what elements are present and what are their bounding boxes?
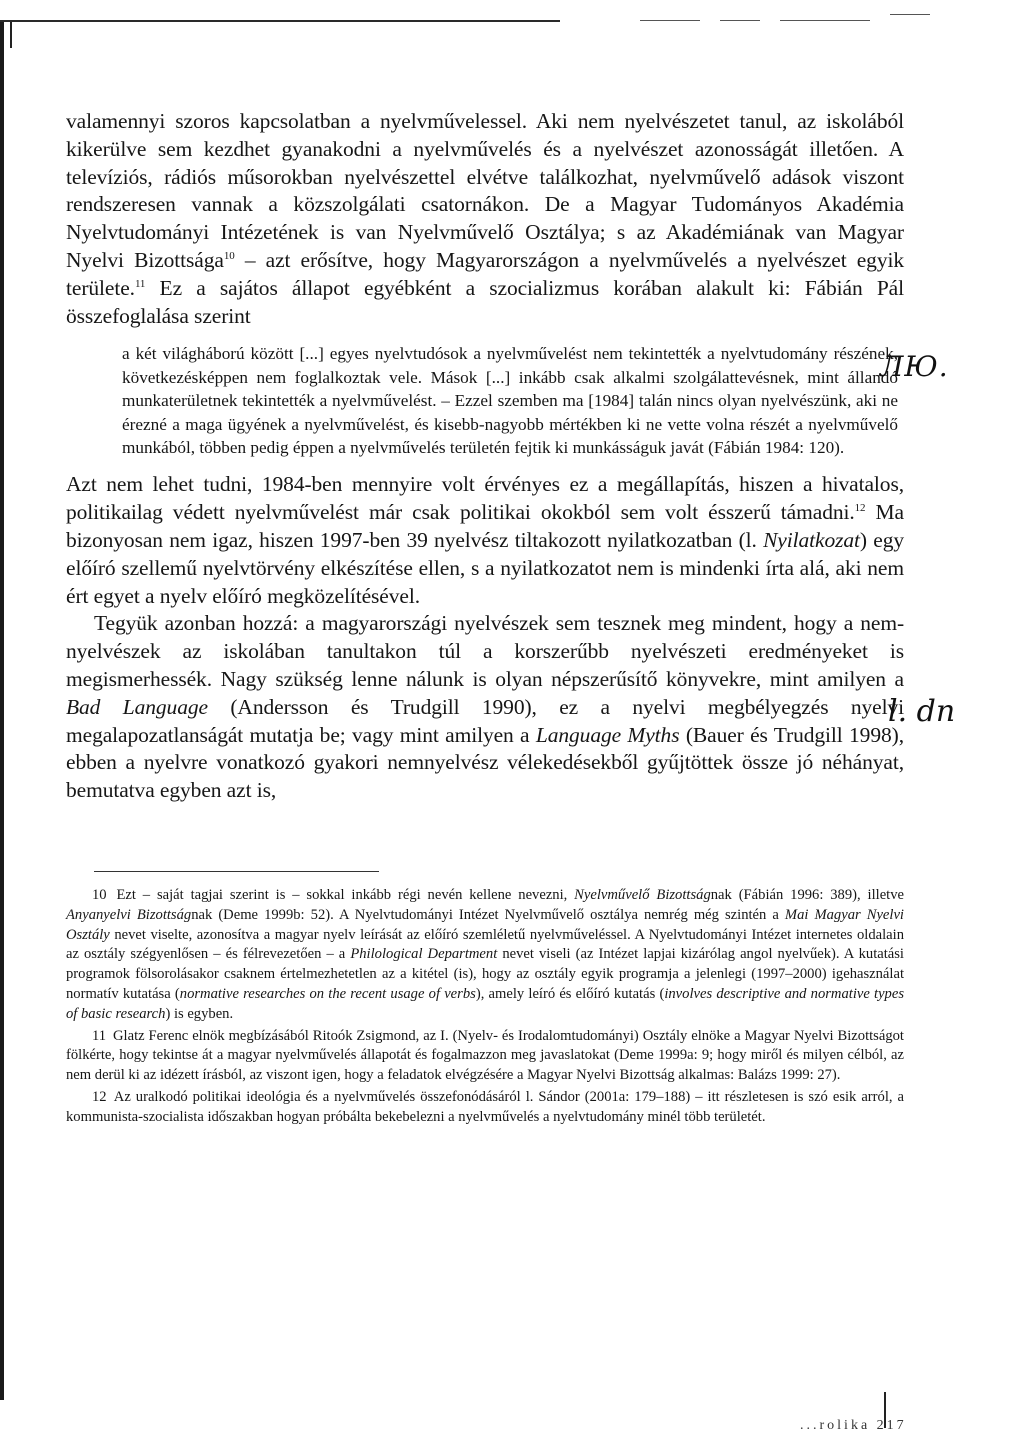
footnote-text: nevet viselte, azonosítva a magyar nyelv leírását az előíró szemléletű nyelvműveléssel. A Nyelvtudományi Intézet internetes oldalain az osztály szégyenlősen – és félrevezetően – a xyxy=(66,926,904,963)
footnote-number: 12 xyxy=(92,1088,107,1105)
italic-title: Nyilatkozat xyxy=(763,528,860,552)
italic-term: normative researches on the recent usage of verbs xyxy=(179,985,476,1002)
footnote-text: nak (Fábián 1996: 389), illetve xyxy=(710,886,905,903)
paragraph-1-text-c: Ez a sajátos állapot egyébként a szocializmus korában alakult ki: Fábián Pál összefoglalása szerint xyxy=(66,275,904,328)
paragraph-2 xyxy=(66,471,904,610)
italic-term: Anyanyelvi Bizottság xyxy=(66,906,192,923)
scan-dash xyxy=(640,20,700,21)
paragraph-3-text-a: Tegyük azonban hozzá: a magyarországi nyelvészek sem tesznek meg mindent, hogy a nem-nyelvészek az iskolában tanultakon túl a korszerűbb nyelvészeti eredményeket is megismerhessék. Nagy szükség lenne nálunk is olyan népszerűsítő könyvekre, mint amilyen a xyxy=(66,611,904,691)
block-quote: a két világháború között [...] egyes nyelvtudósok a nyelvművelést nem tekintették a nyelvtudomány részének, következésképpen nem foglalkoztak vele. Mások [...] inkább csak alkalmi szolgálattevésnek, mint állandó munkaterületnek tekintették a nyelvművelést. – Ezzel szemben ma [1984] talán nincs olyan nyelvészünk, aki ne érezné a maga ügyének a nyelvművelést, és kisebb-nagyobb mértékben ki ne vette volna részét a nyelvművelő munkából, többen pedig éppen a nyelvművelés területén fejtik ki munkásságuk javát (Fábián 1984: 120). xyxy=(122,344,898,457)
italic-title: Language Myths xyxy=(535,722,680,747)
scan-dash xyxy=(780,20,870,21)
footnote-text: Az uralkodó politikai ideológia és a nyelvművelés összefonódásáról l. Sándor (2001a: 179–188) – itt részletesen is szó esik arról, a kommunista-szocialista időszakban hogyan próbálta bekebelezni a nyelvművelés a nyelvtudomány minél több területét. xyxy=(66,1088,904,1125)
footnote-number: 10 xyxy=(92,886,107,903)
footnote-text: ) is egyben. xyxy=(165,1005,234,1022)
footnote-12 xyxy=(66,1088,904,1128)
footnote-ref-11[interactable]: 11 xyxy=(134,277,146,290)
footnote-10 xyxy=(66,886,904,1025)
paragraph-1-text-b: – azt erősítve, hogy Magyarországon a nyelvművelés a nyelvészet egyik területe. xyxy=(66,247,904,300)
scan-edge-left xyxy=(0,20,4,1400)
paragraph-1 xyxy=(66,108,904,330)
paragraph-2-text-b: Ma bizonyosan nem igaz, hiszen 1997-ben 39 nyelvész tiltakozott nyilatkozatban (l. xyxy=(66,500,904,552)
italic-term: Mai Magyar Nyelvi Osztály xyxy=(66,906,904,943)
footnote-11 xyxy=(66,1027,904,1086)
footnote-ref-12[interactable]: 12 xyxy=(854,502,866,515)
footnote-ref-10[interactable]: 10 xyxy=(223,249,235,262)
paragraph-3-text-b: (Andersson és Trudgill 1990), ez a nyelvi megbélyegzés nyelvi megalapozatlanságát mutatja be; vagy mint amilyen a xyxy=(66,694,904,747)
italic-term: involves descriptive and normative types of basic research xyxy=(66,985,905,1022)
scan-edge-top xyxy=(0,20,560,22)
footnote-text: Glatz Ferenc elnök megbízásából Ritoók Zsigmond, az I. (Nyelv- és Irodalomtudományi) Osztály elnöke a Magyar Nyelvi Bizottságot fölkérte, hogy tekintse át a magyar nyelvművelés állapotát és fogalmazzon meg javaslatokat (Deme 1999a: 9; hogy miről és milyen célból, az nem derül ki az idézett írásból, az viszont igen, hogy a feladatok elvégzésére a Magyar Nyelvi Bizottság alkalmas: Balázs 1999: 27). xyxy=(66,1027,904,1084)
paragraph-3 xyxy=(66,610,904,805)
handwritten-margin-note: l. dn xyxy=(888,694,956,729)
handwritten-margin-note: ЛЮ. xyxy=(880,350,949,383)
page-body xyxy=(66,108,904,1130)
scan-dash xyxy=(890,14,930,15)
footnote-number: 11 xyxy=(92,1027,107,1044)
running-footer: ...rolika 217 xyxy=(800,1418,907,1433)
paragraph-1-text-a: valamennyi szoros kapcsolatban a nyelvművelessel. Aki nem nyelvészetet tanul, az iskolából kikerülve sem kezdhet gyanakodni a nyelvművelés és a nyelvészet azonosságát illetően. A televíziós, rádiós műsorokban nyelvészettel elvétve találkozhat, nyelvművelő adások viszont rendszeresen vannak a közszolgálati csatornákon. De a Magyar Tudományos Akadémia Nyelvtudományi Intézetének is van Nyelvművelő Osztálya; s az Akadémiának van Magyar Nyelvi Bizottsága xyxy=(66,109,904,272)
footnote-divider xyxy=(94,871,379,872)
scan-corner xyxy=(0,20,12,48)
italic-term: Philological Department xyxy=(350,946,498,963)
footnote-text: nak (Deme 1999b: 52). A Nyelvtudományi Intézet Nyelvművelő osztálya nemrég még szintén a xyxy=(191,906,785,923)
italic-term: Nyelvművelő Bizottság xyxy=(574,886,711,903)
paragraph-2-text-a: Azt nem lehet tudni, 1984-ben mennyire volt érvényes ez a megállapítás, hiszen a hivatalos, politikailag védett nyelvművelést már csak politikai okokból sem volt ésszerű támadni. xyxy=(66,472,904,525)
footnote-text: nevet viseli (az Intézet lapjai kizárólag angol nyelvűek). A kutatási programok fölsorolásakor csaknem értelmezhetetlen az a kitétel (is), hogy az osztály egyik programja a jelenlegi (1997–2000) igehasználat normatív kutatása ( xyxy=(66,946,904,1002)
footnote-text: ), amely leíró és előíró kutatás ( xyxy=(475,985,665,1002)
italic-title: Bad Language xyxy=(66,694,208,719)
footnote-text: Ezt – saját tagjai szerint is – sokkal inkább régi nevén kellene nevezni, xyxy=(109,886,575,903)
scan-dash xyxy=(720,20,760,21)
paragraph-2-text-c: ) egy előíró szellemű nyelvtörvény elkészítése ellen, s a nyilatkozatot nem is mindenki írta alá, aki nem ért egyet a nyelv előíró megközelítésével. xyxy=(66,528,904,608)
paragraph-3-text-c: (Bauer és Trudgill 1998), ebben a nyelvre vonatkozó gyakori nemnyelvész vélekedésekből gyűjtöttek össze jó néhányat, bemutatva egyben azt is, xyxy=(66,722,904,803)
